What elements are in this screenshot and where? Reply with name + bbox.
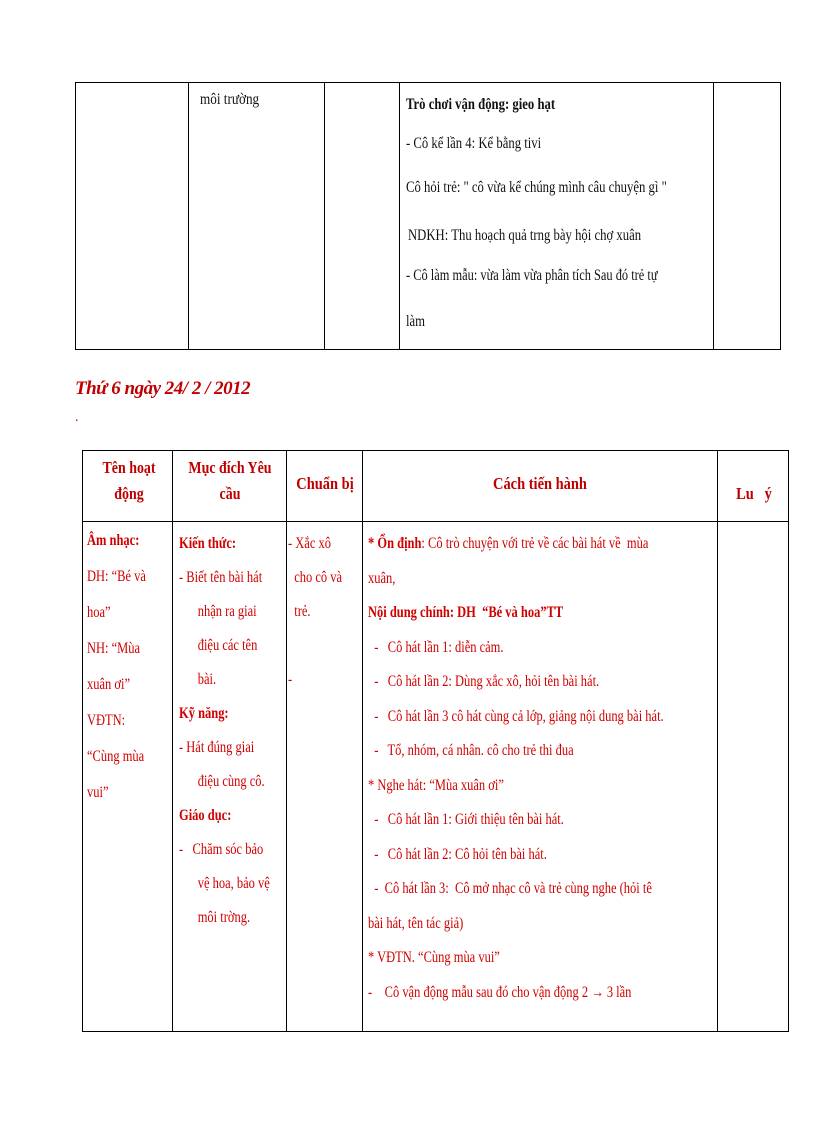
- purpose-line: vệ hoa, bảo vệ: [197, 875, 270, 892]
- game-title: Trò chơi vận động: gieo hạt: [406, 96, 556, 113]
- procedure-line: xuân,: [368, 569, 396, 587]
- table-divider: [713, 83, 714, 349]
- activity-line: xuân ơi”: [87, 676, 130, 693]
- table-divider: [717, 451, 718, 1031]
- purpose-line: - Chăm sóc bảo: [179, 841, 264, 858]
- preparation-line: [288, 629, 342, 663]
- activity-line: DH: “Bé và: [87, 568, 146, 585]
- header-divider: [83, 521, 788, 522]
- preparation-line: cho cô và: [294, 569, 343, 586]
- purpose-line: - Biết tên bài hát: [179, 569, 263, 586]
- purpose-line: Kỹ năng:: [179, 705, 229, 722]
- procedure-line: * Nghe hát: “Mùa xuân ơi”: [368, 776, 504, 794]
- purpose-line: Kiến thức:: [179, 535, 237, 552]
- purpose-line: bài.: [197, 671, 217, 688]
- header-activity-name: Tên hoạt động: [102, 458, 156, 503]
- activity-column: [87, 527, 146, 807]
- lesson-plan-table: [82, 450, 789, 1032]
- header-procedure: Cách tiến hành: [493, 474, 587, 493]
- procedure-line: - Cô vận động mẫu sau đó cho vận động 2 → 3 lần: [368, 983, 632, 1001]
- purpose-line: điệu các tên: [197, 637, 258, 654]
- procedure-line: * Ổn định: Cô trò chuyện với trẻ về các bài hát về mùa: [368, 535, 649, 552]
- procedure-line: Nội dung chính: DH “Bé và hoa”TT: [368, 604, 564, 621]
- procedure-line: - Tổ, nhóm, cá nhân. cô cho trẻ thi đua: [374, 742, 574, 759]
- procedure-line: - Cô hát lần 3 cô hát cùng cả lớp, giảng nội dung bài hát.: [374, 707, 664, 725]
- table-divider: [362, 451, 363, 1031]
- table-divider: [324, 83, 325, 349]
- preparation-line: trẻ.: [294, 603, 311, 620]
- activity-line: NDKH: Thu hoạch quả trng bày hội chợ xuân: [408, 227, 642, 244]
- heading-dot: .: [75, 410, 79, 425]
- purpose-line: Giáo dục:: [179, 807, 232, 824]
- activity-line: Cô hỏi trẻ: " cô vừa kể chúng mình câu chuyện gì ": [406, 179, 667, 196]
- procedure-line: - Cô hát lần 2: Dùng xắc xô, hỏi tên bài hát.: [374, 673, 600, 690]
- procedure-line: - Cô hát lần 3: Cô mở nhạc cô và trẻ cùng nghe (hỏi tê: [374, 880, 652, 897]
- table-divider: [286, 451, 287, 1031]
- activity-line: - Cô kể lần 4: Kể bằng tivi: [406, 135, 542, 152]
- table-divider: [188, 83, 189, 349]
- preparation-line: -: [288, 671, 293, 688]
- purpose-line: - Hát đúng giai: [179, 739, 255, 756]
- preparation-column: [288, 527, 342, 697]
- activity-line: làm: [406, 313, 426, 330]
- activity-line: “Cùng mùa: [87, 748, 145, 765]
- activity-line: vui”: [87, 784, 109, 801]
- preparation-line: - Xắc xô: [288, 535, 331, 552]
- day-heading: Thứ 6 ngày 24/ 2 / 2012: [75, 378, 251, 399]
- header-notes: Lu ý: [736, 484, 772, 503]
- purpose-line: điệu cùng cô.: [197, 773, 265, 790]
- cell-text: môi trường: [200, 91, 260, 108]
- activity-line: NH: “Mùa: [87, 640, 141, 657]
- header-purpose: Mục đích Yêu cầu: [188, 458, 272, 503]
- activity-line: hoa”: [87, 604, 111, 621]
- activity-line: - Cô làm mẫu: vừa làm vừa phân tích Sau đó trẻ tự: [406, 267, 658, 284]
- purpose-column: [179, 527, 270, 935]
- procedure-line: - Cô hát lần 2: Cô hỏi tên bài hát.: [374, 845, 547, 863]
- purpose-line: môi trờng.: [197, 909, 251, 926]
- procedure-line: bài hát, tên tác giả): [368, 914, 464, 932]
- activity-line: VĐTN:: [87, 712, 126, 729]
- procedure-column: [368, 527, 664, 1010]
- continued-lesson-table: [75, 82, 781, 350]
- activity-line: Âm nhạc:: [87, 532, 140, 549]
- table-divider: [399, 83, 400, 349]
- table-divider: [172, 451, 173, 1031]
- procedure-line: - Cô hát lần 1: Giới thiệu tên bài hát.: [374, 811, 564, 828]
- procedure-line: - Cô hát lần 1: diễn cảm.: [374, 638, 504, 656]
- procedure-line: * VĐTN. “Cùng mùa vui”: [368, 949, 500, 966]
- header-preparation: Chuẩn bị: [296, 474, 354, 493]
- purpose-line: nhận ra giai: [197, 603, 257, 620]
